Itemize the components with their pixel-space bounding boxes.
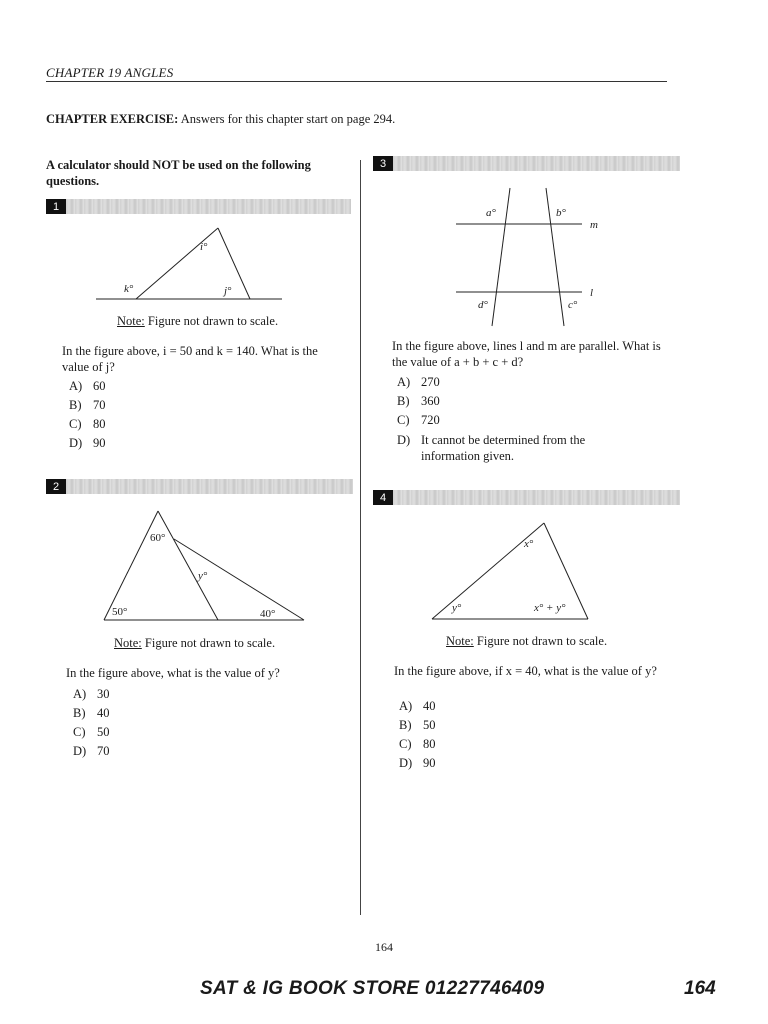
question-2-bar: [46, 479, 353, 494]
note-label: Note:: [446, 634, 474, 648]
triangle-left-side: [136, 228, 218, 299]
choice-text: 60: [93, 379, 106, 393]
label-y: y°: [198, 570, 208, 582]
label-i: i°: [200, 241, 208, 253]
question-4-stem: In the figure above, if x = 40, what is the value of y?: [394, 664, 657, 678]
choice-letter: C): [73, 725, 86, 739]
question-3-choices: [397, 373, 627, 464]
figure-note: [114, 636, 275, 651]
note-label: Note:: [114, 636, 142, 650]
label-m: m: [590, 219, 598, 231]
label-x: x°: [524, 538, 534, 550]
label-x-plus-y: x° + y°: [534, 602, 566, 614]
choice-text: 30: [97, 687, 110, 701]
choice-d[interactable]: [397, 432, 627, 464]
choice-a[interactable]: [397, 373, 627, 392]
choice-letter: B): [69, 398, 82, 412]
choice-c[interactable]: [69, 415, 106, 434]
question-1-stem: In the figure above, i = 50 and k = 140. What is the value of j?: [62, 344, 318, 374]
choice-text: 40: [97, 706, 110, 720]
note-text: Figure not drawn to scale.: [141, 636, 276, 650]
question-4-figure: [426, 517, 596, 625]
label-d: d°: [478, 299, 488, 311]
choice-letter: B): [73, 706, 86, 720]
question-bar-shade: [393, 156, 680, 171]
question-bar-shade: [393, 490, 680, 505]
choice-c[interactable]: [73, 723, 110, 742]
choice-letter: A): [397, 375, 411, 389]
choice-letter: C): [397, 413, 410, 427]
column-divider: [360, 160, 361, 915]
choice-text: 70: [97, 744, 110, 758]
choice-a[interactable]: [69, 377, 106, 396]
choice-text: 50: [97, 725, 110, 739]
choice-text: It cannot be determined from the information given.: [421, 433, 586, 463]
triangle-left-side: [104, 511, 158, 620]
choice-letter: A): [399, 699, 413, 713]
choice-a[interactable]: [399, 697, 436, 716]
choice-letter: B): [397, 394, 410, 408]
choice-c[interactable]: [397, 411, 627, 430]
question-number: 1: [46, 199, 66, 214]
exercise-line: [46, 112, 395, 127]
question-number: 3: [373, 156, 393, 171]
label-l: l: [590, 287, 594, 299]
chapter-header: CHAPTER 19 ANGLES: [46, 65, 174, 80]
question-4-bar: [373, 490, 680, 505]
choice-c[interactable]: [399, 735, 436, 754]
inner-line: [158, 511, 218, 620]
note-label: Note:: [117, 314, 145, 328]
choice-b[interactable]: [69, 396, 106, 415]
label-b: b°: [556, 207, 566, 219]
choice-text: 80: [423, 737, 436, 751]
note-text: Figure not drawn to scale.: [473, 634, 608, 648]
choice-d[interactable]: [399, 754, 436, 773]
question-2-choices: [73, 685, 110, 761]
choice-letter: D): [69, 436, 83, 450]
question-3-bar: [373, 156, 680, 171]
store-page-number: 164: [684, 978, 716, 999]
choice-letter: D): [399, 756, 413, 770]
triangle-right-side: [174, 539, 304, 620]
question-1-figure: [90, 222, 290, 306]
label-a: a°: [486, 207, 496, 219]
question-4-choices: [399, 697, 436, 773]
figure-note: [117, 314, 278, 329]
label-40: 40°: [260, 608, 276, 620]
calculator-note: A calculator should NOT be used on the following questions.: [46, 158, 311, 188]
choice-text: 720: [421, 413, 440, 427]
choice-text: 50: [423, 718, 436, 732]
choice-text: 90: [93, 436, 106, 450]
question-1-bar: [46, 199, 351, 214]
label-60: 60°: [150, 532, 166, 544]
choice-letter: B): [399, 718, 412, 732]
label-y: y°: [452, 602, 462, 614]
label-c: c°: [568, 299, 578, 311]
choice-b[interactable]: [397, 392, 627, 411]
exercise-text: Answers for this chapter start on page 294.: [178, 112, 396, 126]
question-3-stem: In the figure above, lines l and m are parallel. What is the value of a + b + c + d?: [392, 339, 661, 369]
question-bar-shade: [66, 199, 351, 214]
choice-letter: A): [69, 379, 83, 393]
choice-letter: D): [397, 433, 411, 447]
choice-d[interactable]: [73, 742, 110, 761]
note-text: Figure not drawn to scale.: [144, 314, 279, 328]
choice-text: 40: [423, 699, 436, 713]
question-2-figure: [98, 505, 310, 625]
question-number: 4: [373, 490, 393, 505]
choice-text: 70: [93, 398, 106, 412]
question-3-figure: [440, 186, 610, 328]
store-banner: SAT & IG BOOK STORE 01227746409: [200, 978, 545, 999]
question-number: 2: [46, 479, 66, 494]
exercise-label: CHAPTER EXERCISE:: [46, 112, 179, 126]
triangle-right-side: [218, 228, 250, 299]
choice-letter: A): [73, 687, 87, 701]
choice-b[interactable]: [399, 716, 436, 735]
label-j: j°: [224, 285, 232, 297]
choice-text: 360: [421, 394, 440, 408]
choice-text: 90: [423, 756, 436, 770]
label-k: k°: [124, 283, 134, 295]
choice-letter: C): [399, 737, 412, 751]
label-50: 50°: [112, 606, 128, 618]
question-1-choices: [69, 377, 106, 453]
figure-note: [446, 634, 607, 649]
choice-b[interactable]: [73, 704, 110, 723]
question-2-stem: In the figure above, what is the value of y?: [66, 666, 280, 680]
choice-letter: D): [73, 744, 87, 758]
header-rule: [46, 81, 667, 82]
choice-letter: C): [69, 417, 82, 431]
page-number: 164: [375, 940, 393, 954]
choice-text: 80: [93, 417, 106, 431]
choice-a[interactable]: [73, 685, 110, 704]
choice-text: 270: [421, 375, 440, 389]
question-bar-shade: [66, 479, 353, 494]
choice-d[interactable]: [69, 434, 106, 453]
